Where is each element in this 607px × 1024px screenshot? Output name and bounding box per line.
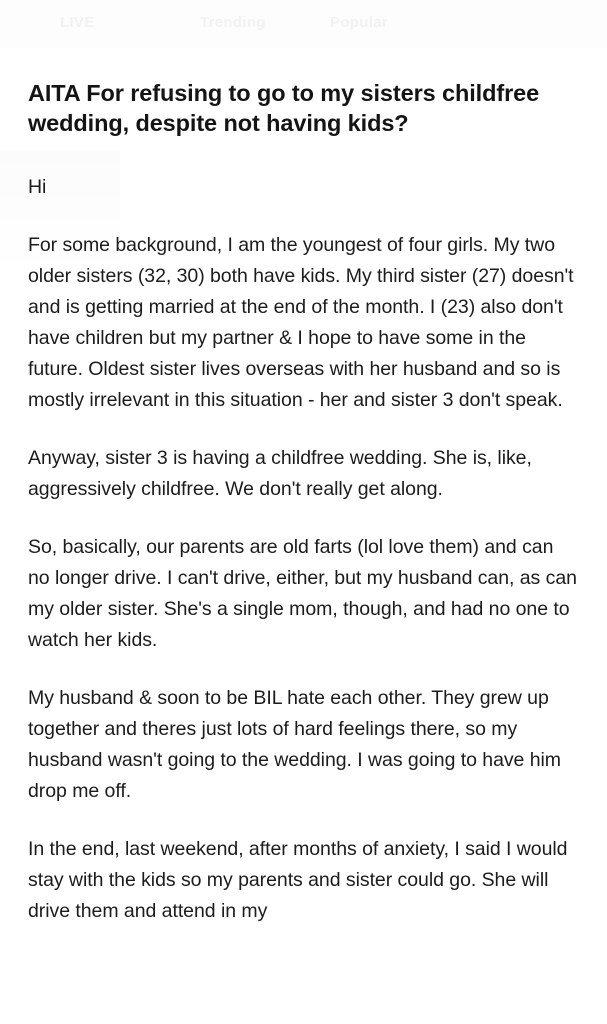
page-title: AITA For refusing to go to my sisters childfree wedding, despite not having kids? [28, 80, 540, 136]
post-paragraph: In the end, last weekend, after months of anxiety, I said I would stay with the kids so my parents and sister could go. She will drive them and attend in my [28, 838, 568, 922]
ghost-label-1: LIVE [60, 14, 95, 31]
post-body [28, 172, 579, 927]
post-greeting: Hi [28, 176, 47, 198]
post-paragraph: So, basically, our parents are old farts (lol love them) and can no longer drive. I can't drive, either, but my husband can, as can my older sister. She's a single mom, though, and had no one to watch her kids. [28, 536, 577, 651]
ghost-label-2: Trending [200, 14, 266, 31]
ghost-label-3: Popular [330, 14, 388, 31]
post-paragraph: Anyway, sister 3 is having a childfree wedding. She is, like, aggressively childfree. We don't really get along. [28, 447, 532, 500]
post-paragraph: My husband & soon to be BIL hate each other. They grew up together and theres just lots of hard feelings there, so my husband wasn't going to the wedding. I was going to have him drop me off. [28, 687, 561, 802]
post-paragraph: For some background, I am the youngest of four girls. My two older sisters (32, 30) both have kids. My third sister (27) doesn't and is getting married at the end of the month. I (23) also don't have children but my partner & I hope to have some in the future. Oldest sister lives overseas with her husband and so is mostly irrelevant in this situation - her and sister 3 don't speak. [28, 234, 574, 411]
